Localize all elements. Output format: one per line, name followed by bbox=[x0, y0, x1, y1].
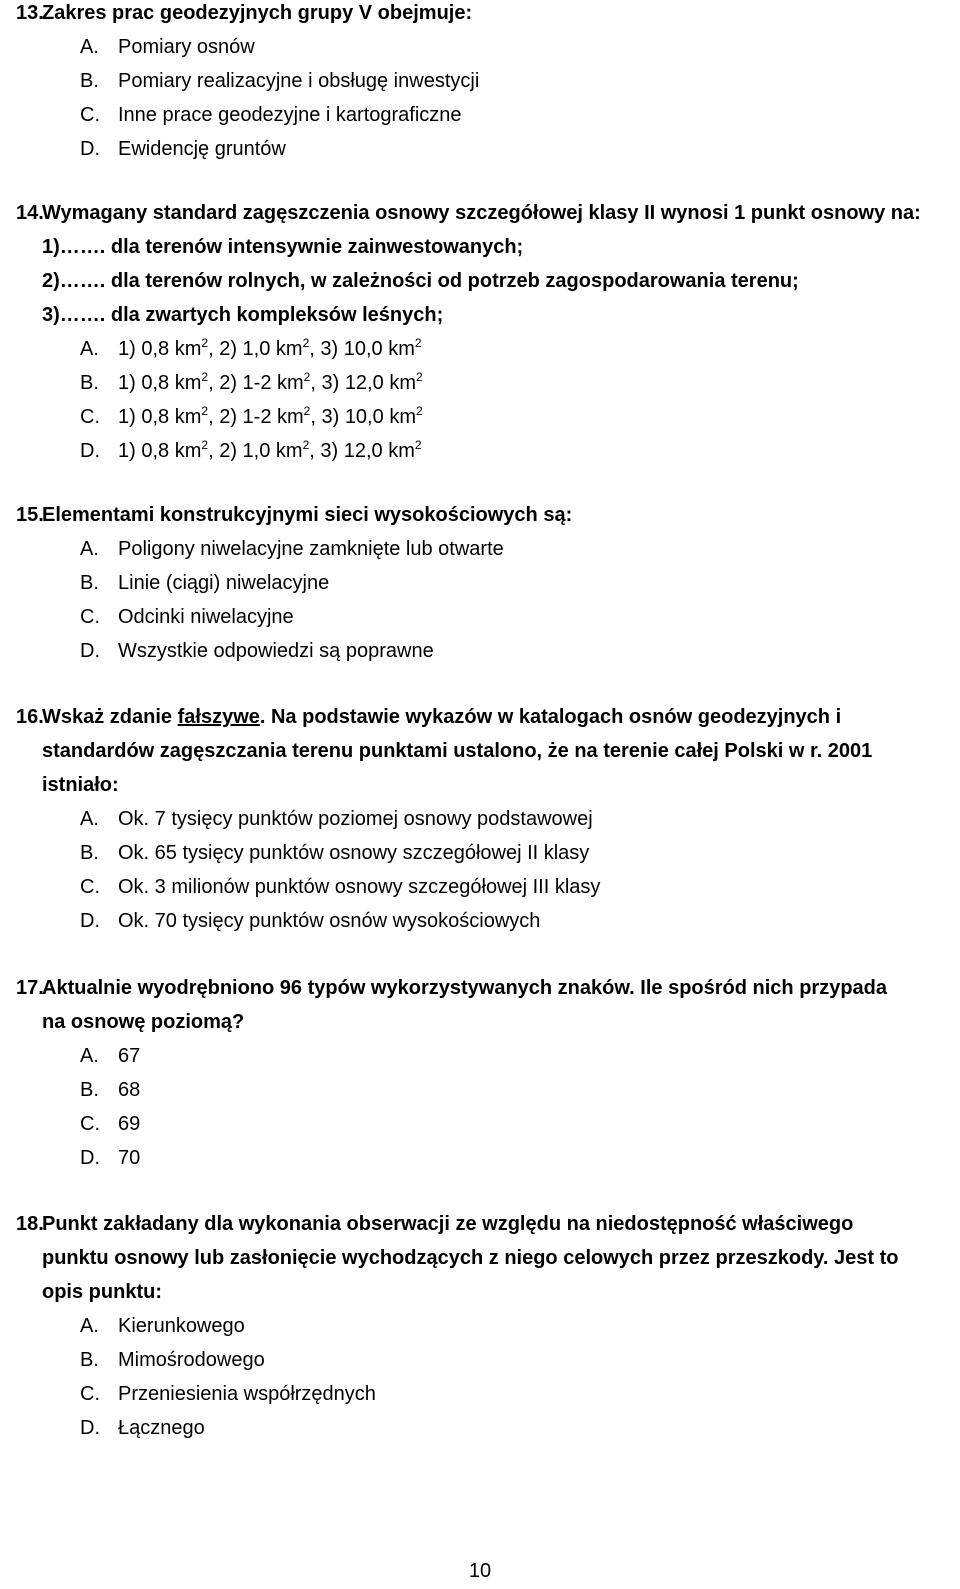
option-b: B. Mimośrodowego bbox=[80, 1349, 265, 1371]
question-16-header: 16.Wskaż zdanie fałszywe. Na podstawie wykazów w katalogach osnów geodezyjnych i bbox=[16, 700, 948, 734]
sub-item-2: 2)……. dla terenów rolnych, w zależności od potrzeb zagospodarowania terenu; bbox=[42, 270, 799, 292]
question-17-header: 17.Aktualnie wyodrębniono 96 typów wykorzystywanych znaków. Ile spośród nich przypada bbox=[16, 971, 948, 1005]
question-14 bbox=[16, 196, 948, 468]
option-d: D. 1) 0,8 $km^2$, 2) 1,0 $km^2$, 3) 12,0 $km^2$ bbox=[80, 438, 422, 462]
options-list bbox=[16, 532, 948, 668]
option-c: C. Ok. 3 milionów punktów osnowy szczegółowej III klasy bbox=[80, 876, 601, 898]
option-b: B. Ok. 65 tysięcy punktów osnowy szczegółowej II klasy bbox=[80, 842, 590, 864]
option-c: C. 1) 0,8 $km^2$, 2) 1-2 $km^2$, 3) 10,0 $km^2$ bbox=[80, 404, 423, 428]
question-15 bbox=[16, 498, 948, 668]
option-b: B. Pomiary realizacyjne i obsługę inwestycji bbox=[80, 70, 480, 92]
question-15-header bbox=[16, 498, 948, 532]
options-list bbox=[16, 30, 948, 166]
options-list bbox=[16, 1039, 948, 1175]
question-number: 15. bbox=[16, 504, 44, 526]
options-list bbox=[16, 802, 948, 938]
question-18 bbox=[16, 1207, 948, 1445]
option-a: A. Pomiary osnów bbox=[80, 36, 255, 58]
option-b: B. 1) 0,8 $km^2$, 2) 1-2 $km^2$, 3) 12,0 $km^2$ bbox=[80, 370, 423, 394]
page-number: 10 bbox=[468, 1560, 492, 1582]
option-d: D. Ewidencję gruntów bbox=[80, 138, 286, 160]
option-d: D. Wszystkie odpowiedzi są poprawne bbox=[80, 640, 434, 662]
option-c: C. Inne prace geodezyjne i kartograficzne bbox=[80, 104, 462, 126]
question-18-header: 18.Punkt zakładany dla wykonania obserwacji ze względu na niedostępność właściwego bbox=[16, 1207, 948, 1241]
question-18-line-3: opis punktu: bbox=[42, 1281, 162, 1303]
options-list bbox=[16, 1309, 948, 1445]
options-list bbox=[16, 332, 948, 468]
question-16-line-2: standardów zagęszczania terenu punktami ustalono, że na terenie całej Polski w r. 2001 bbox=[42, 740, 873, 762]
sub-item-3: 3)……. dla zwartych kompleksów leśnych; bbox=[42, 304, 444, 326]
option-c: C. Odcinki niwelacyjne bbox=[80, 606, 294, 628]
option-b: B. 68 bbox=[80, 1079, 141, 1101]
option-d: D. Łącznego bbox=[80, 1417, 205, 1439]
question-17-line-2: na osnowę poziomą? bbox=[42, 1011, 245, 1033]
question-text: Zakres prac geodezyjnych grupy V obejmuje: bbox=[42, 2, 473, 24]
question-13 bbox=[16, 0, 948, 166]
sub-item-1: 1)……. dla terenów intensywnie zainwestowanych; bbox=[42, 236, 524, 258]
question-text: Elementami konstrukcyjnymi sieci wysokościowych są: bbox=[42, 504, 573, 526]
question-number: 14. bbox=[16, 202, 44, 224]
question-number: 16. bbox=[16, 706, 44, 728]
question-18-line-2: punktu osnowy lub zasłonięcie wychodzących z niego celowych przez przeszkody. Jest to bbox=[42, 1247, 899, 1269]
option-d: D. 70 bbox=[80, 1147, 141, 1169]
option-c: C. Przeniesienia współrzędnych bbox=[80, 1383, 376, 1405]
option-c: C. 69 bbox=[80, 1113, 141, 1135]
question-number: 13. bbox=[16, 2, 44, 24]
question-14-header bbox=[16, 196, 948, 230]
question-13-header bbox=[16, 0, 948, 30]
question-number: 18. bbox=[16, 1213, 44, 1235]
option-a: A. 67 bbox=[80, 1045, 141, 1067]
option-a: A. Poligony niwelacyjne zamknięte lub otwarte bbox=[80, 538, 504, 560]
question-17 bbox=[16, 971, 948, 1175]
question-16-line-3: istniało: bbox=[42, 774, 119, 796]
option-a: A. 1) 0,8 $km^2$, 2) 1,0 $km^2$, 3) 10,0 $km^2$ bbox=[80, 336, 422, 360]
question-number: 17. bbox=[16, 977, 44, 999]
option-a: A. Kierunkowego bbox=[80, 1315, 245, 1337]
option-b: B. Linie (ciągi) niwelacyjne bbox=[80, 572, 330, 594]
question-16 bbox=[16, 700, 948, 938]
question-text: Wymagany standard zagęszczenia osnowy szczegółowej klasy II wynosi 1 punkt osnowy na: bbox=[42, 202, 921, 224]
option-a: A. Ok. 7 tysięcy punktów poziomej osnowy podstawowej bbox=[80, 808, 593, 830]
underlined-word: fałszywe bbox=[177, 706, 260, 728]
option-d: D. Ok. 70 tysięcy punktów osnów wysokościowych bbox=[80, 910, 541, 932]
